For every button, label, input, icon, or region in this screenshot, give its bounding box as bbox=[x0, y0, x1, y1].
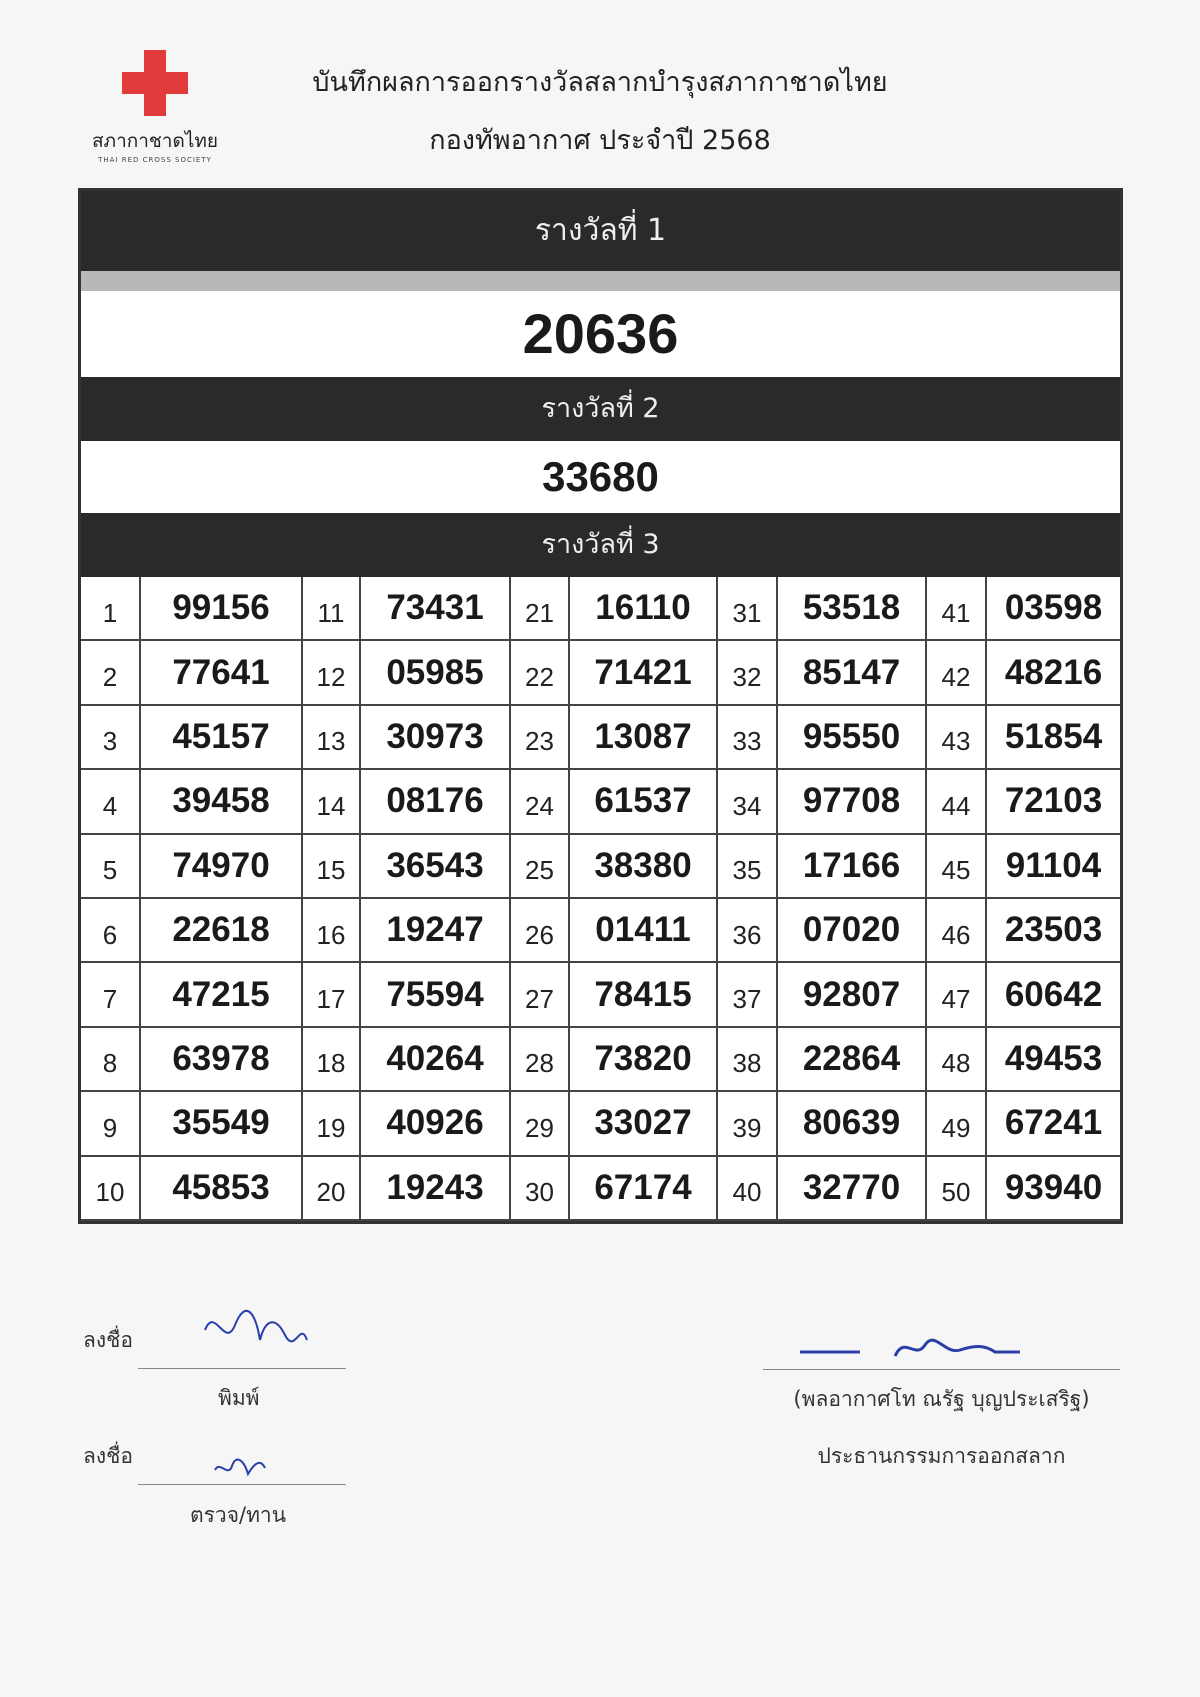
prize3-number: 35549 bbox=[141, 1092, 303, 1156]
prize3-index: 16 bbox=[303, 899, 361, 963]
prize3-number: 47215 bbox=[141, 963, 303, 1027]
prize3-number: 53518 bbox=[778, 577, 927, 641]
prize3-number: 92807 bbox=[778, 963, 927, 1027]
document-subtitle: กองทัพอากาศ ประจำปี 2568 bbox=[429, 125, 771, 156]
prize3-index: 39 bbox=[718, 1092, 778, 1156]
prize3-index: 23 bbox=[511, 706, 570, 770]
prize3-index: 21 bbox=[511, 577, 570, 641]
prize3-index: 43 bbox=[927, 706, 987, 770]
signature-line bbox=[763, 1369, 1120, 1370]
prize3-index: 9 bbox=[81, 1092, 141, 1156]
chair-title: ประธานกรรมการออกสลาก bbox=[817, 1444, 1066, 1468]
signature-line bbox=[138, 1368, 346, 1369]
sign-label-typist: ลงชื่อ bbox=[83, 1328, 133, 1352]
prize3-number: 67241 bbox=[987, 1092, 1120, 1156]
signature-line bbox=[138, 1484, 346, 1485]
prize3-number: 30973 bbox=[361, 706, 511, 770]
prize3-header: รางวัลที่ 3 bbox=[81, 513, 1120, 577]
prize3-index: 3 bbox=[81, 706, 141, 770]
prize3-number: 40926 bbox=[361, 1092, 511, 1156]
prize3-number: 73820 bbox=[570, 1028, 718, 1092]
prize3-number: 48216 bbox=[987, 641, 1120, 705]
prize3-number: 61537 bbox=[570, 770, 718, 834]
prize3-number: 51854 bbox=[987, 706, 1120, 770]
checker-role: ตรวจ/ทาน bbox=[190, 1503, 287, 1527]
prize3-number: 23503 bbox=[987, 899, 1120, 963]
prize3-number: 08176 bbox=[361, 770, 511, 834]
prize3-number: 63978 bbox=[141, 1028, 303, 1092]
prize3-index: 14 bbox=[303, 770, 361, 834]
prize3-index: 42 bbox=[927, 641, 987, 705]
prize3-number: 13087 bbox=[570, 706, 718, 770]
logo-english-text: THAI RED CROSS SOCIETY bbox=[98, 156, 212, 164]
prize3-number: 45853 bbox=[141, 1157, 303, 1221]
prize3-number: 40264 bbox=[361, 1028, 511, 1092]
prize3-index: 25 bbox=[511, 835, 570, 899]
prize3-index: 45 bbox=[927, 835, 987, 899]
prize3-index: 1 bbox=[81, 577, 141, 641]
prize3-number: 95550 bbox=[778, 706, 927, 770]
sign-label-checker: ลงชื่อ bbox=[83, 1444, 133, 1468]
prize3-index: 18 bbox=[303, 1028, 361, 1092]
prize3-index: 26 bbox=[511, 899, 570, 963]
prize3-number: 67174 bbox=[570, 1157, 718, 1221]
prize3-index: 41 bbox=[927, 577, 987, 641]
prize2-header: รางวัลที่ 2 bbox=[81, 377, 1120, 441]
prize3-number: 49453 bbox=[987, 1028, 1120, 1092]
typist-role: พิมพ์ bbox=[218, 1386, 260, 1410]
prize3-number: 33027 bbox=[570, 1092, 718, 1156]
prize3-number: 19247 bbox=[361, 899, 511, 963]
prize3-index: 11 bbox=[303, 577, 361, 641]
prize3-index: 33 bbox=[718, 706, 778, 770]
prize3-index: 10 bbox=[81, 1157, 141, 1221]
prize3-number: 91104 bbox=[987, 835, 1120, 899]
prize3-index: 27 bbox=[511, 963, 570, 1027]
prize3-index: 4 bbox=[81, 770, 141, 834]
prize3-number: 85147 bbox=[778, 641, 927, 705]
prize3-index: 17 bbox=[303, 963, 361, 1027]
prize3-index: 44 bbox=[927, 770, 987, 834]
prize3-index: 29 bbox=[511, 1092, 570, 1156]
prize3-number: 45157 bbox=[141, 706, 303, 770]
prize3-number: 97708 bbox=[778, 770, 927, 834]
prize3-number: 39458 bbox=[141, 770, 303, 834]
prize3-number: 05985 bbox=[361, 641, 511, 705]
prize3-index: 19 bbox=[303, 1092, 361, 1156]
thai-red-cross-logo bbox=[80, 50, 230, 164]
prize1-number: 20636 bbox=[522, 302, 679, 365]
prize3-index: 28 bbox=[511, 1028, 570, 1092]
prize3-index: 22 bbox=[511, 641, 570, 705]
prize3-index: 50 bbox=[927, 1157, 987, 1221]
prize3-index: 31 bbox=[718, 577, 778, 641]
prize3-number: 17166 bbox=[778, 835, 927, 899]
prize3-number: 07020 bbox=[778, 899, 927, 963]
prize3-index: 7 bbox=[81, 963, 141, 1027]
chair-name: (พลอากาศโท ณรัฐ บุญประเสริฐ) bbox=[793, 1387, 1090, 1411]
prize3-number: 73431 bbox=[361, 577, 511, 641]
prize3-number: 93940 bbox=[987, 1157, 1120, 1221]
document-title: บันทึกผลการออกรางวัลสลากบำรุงสภากาชาดไทย bbox=[312, 67, 888, 98]
prize3-number: 77641 bbox=[141, 641, 303, 705]
prize3-number: 22618 bbox=[141, 899, 303, 963]
prize3-index: 20 bbox=[303, 1157, 361, 1221]
prize3-number: 36543 bbox=[361, 835, 511, 899]
prize1-header: รางวัลที่ 1 bbox=[81, 191, 1120, 271]
prize3-index: 34 bbox=[718, 770, 778, 834]
prize3-number: 80639 bbox=[778, 1092, 927, 1156]
divider bbox=[81, 271, 1120, 291]
prize3-index: 2 bbox=[81, 641, 141, 705]
prize3-number: 03598 bbox=[987, 577, 1120, 641]
prize3-index: 12 bbox=[303, 641, 361, 705]
typist-signature bbox=[195, 1300, 315, 1360]
prize3-index: 30 bbox=[511, 1157, 570, 1221]
prize3-number: 32770 bbox=[778, 1157, 927, 1221]
prize3-index: 6 bbox=[81, 899, 141, 963]
prize3-number: 19243 bbox=[361, 1157, 511, 1221]
prize3-index: 46 bbox=[927, 899, 987, 963]
prize3-number: 99156 bbox=[141, 577, 303, 641]
prize3-number: 16110 bbox=[570, 577, 718, 641]
results-table bbox=[78, 188, 1123, 1224]
prize3-index: 38 bbox=[718, 1028, 778, 1092]
red-cross-icon bbox=[122, 50, 188, 116]
prize3-index: 36 bbox=[718, 899, 778, 963]
prize3-number: 38380 bbox=[570, 835, 718, 899]
checker-signature bbox=[210, 1450, 270, 1486]
prize3-number: 74970 bbox=[141, 835, 303, 899]
prize3-grid bbox=[81, 577, 1120, 1221]
prize3-index: 24 bbox=[511, 770, 570, 834]
prize3-index: 8 bbox=[81, 1028, 141, 1092]
prize3-index: 48 bbox=[927, 1028, 987, 1092]
prize3-number: 71421 bbox=[570, 641, 718, 705]
logo-thai-text: สภากาชาดไทย bbox=[91, 130, 219, 152]
prize3-index: 40 bbox=[718, 1157, 778, 1221]
prize3-number: 75594 bbox=[361, 963, 511, 1027]
prize3-index: 49 bbox=[927, 1092, 987, 1156]
prize3-number: 01411 bbox=[570, 899, 718, 963]
prize3-index: 13 bbox=[303, 706, 361, 770]
prize3-number: 22864 bbox=[778, 1028, 927, 1092]
prize3-number: 60642 bbox=[987, 963, 1120, 1027]
prize3-index: 37 bbox=[718, 963, 778, 1027]
prize3-index: 35 bbox=[718, 835, 778, 899]
prize3-index: 5 bbox=[81, 835, 141, 899]
prize3-index: 15 bbox=[303, 835, 361, 899]
prize3-index: 32 bbox=[718, 641, 778, 705]
prize3-number: 72103 bbox=[987, 770, 1120, 834]
prize3-number: 78415 bbox=[570, 963, 718, 1027]
chair-signature bbox=[795, 1330, 1035, 1366]
prize3-index: 47 bbox=[927, 963, 987, 1027]
prize2-number: 33680 bbox=[542, 453, 659, 500]
